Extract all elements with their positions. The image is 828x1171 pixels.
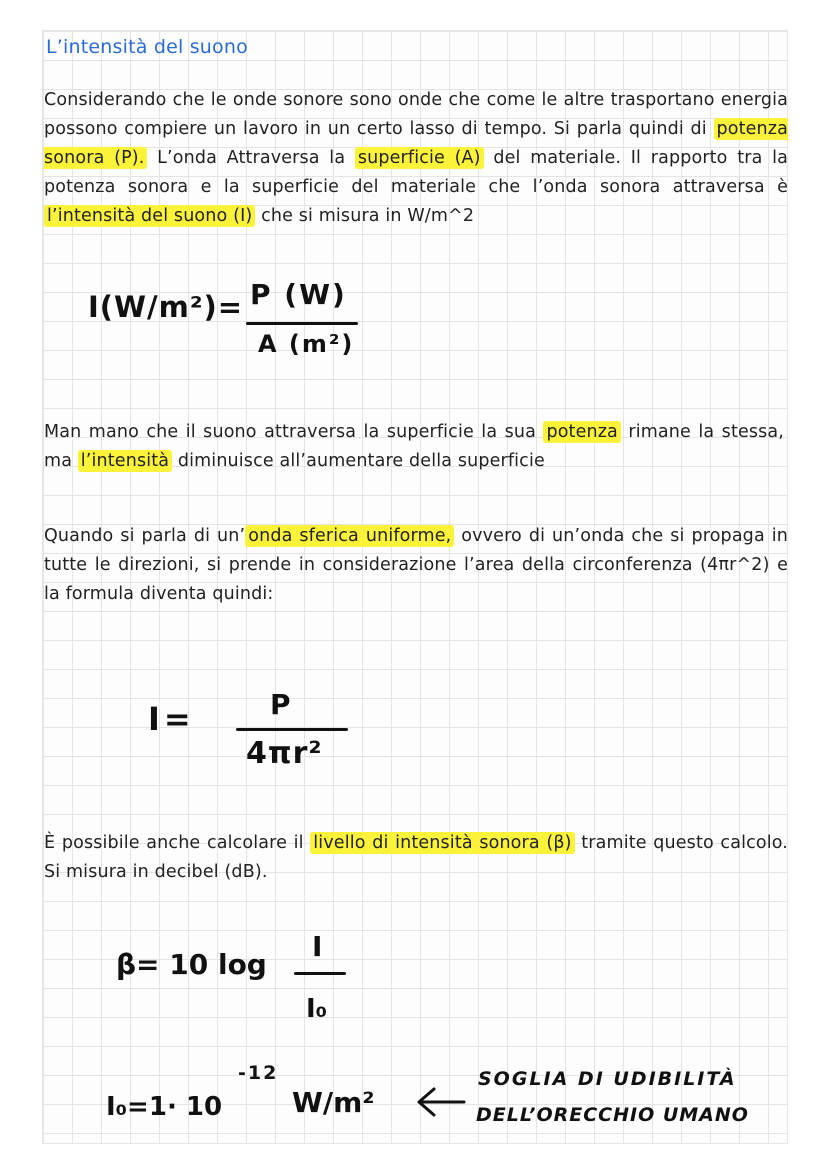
para1-text-1: Considerando che le onde sonore sono onde che come le altre trasportano energia possono compiere un lavoro in un certo lasso di tempo. Si parla quindi di bbox=[44, 90, 788, 139]
highlight-intensita: l’intensità bbox=[78, 450, 172, 472]
formula1-denominator: A (m²) bbox=[258, 330, 355, 358]
para3-text-1: Quando si parla di un’ bbox=[44, 526, 246, 546]
highlight-potenza-sonora: potenza sonora (P). bbox=[44, 119, 788, 168]
formula1-numerator: P (W) bbox=[250, 278, 347, 311]
note-line-1: SOGLIA DI UDIBILITÀ bbox=[478, 1068, 737, 1090]
paragraph-spherical-wave bbox=[44, 522, 788, 609]
paragraph-power-constant bbox=[44, 418, 784, 476]
formula3-numerator: I bbox=[312, 930, 323, 963]
highlight-intensita-suono: l’intensità del suono (I) bbox=[44, 205, 255, 227]
para2-text-2: rimane la stessa, ma bbox=[44, 422, 784, 471]
formula1-fraction-line bbox=[246, 322, 358, 325]
formula3-lhs: β= 10 log bbox=[116, 948, 267, 981]
formula3-denominator: I₀ bbox=[306, 994, 328, 1024]
left-arrow-icon bbox=[414, 1084, 466, 1120]
para4-text-2: tramite questo calcolo. Si misura in decibel (dB). bbox=[44, 833, 788, 882]
formula2-denominator: 4πr² bbox=[246, 736, 323, 771]
paragraph-intensity-definition bbox=[44, 86, 788, 231]
para1-text-4: che si misura in W/m^2 bbox=[255, 206, 475, 226]
highlight-livello-intensita: livello di intensità sonora (β) bbox=[310, 832, 574, 854]
formula1-lhs: I(W/m²)= bbox=[88, 290, 244, 324]
para4-text-1: È possibile anche calcolare il bbox=[44, 833, 311, 853]
para1-text-2: L’onda Attraversa la bbox=[147, 148, 355, 168]
formula4-exponent: -12 bbox=[238, 1062, 279, 1084]
para2-text-1: Man mano che il suono attraversa la superficie la sua bbox=[44, 422, 544, 442]
formula2-numerator: P bbox=[270, 688, 291, 721]
formula2-fraction-line bbox=[236, 728, 348, 731]
formula3-fraction-line bbox=[294, 972, 346, 975]
page-title: L’intensità del suono bbox=[46, 36, 248, 58]
note-line-2: DELL’ORECCHIO UMANO bbox=[476, 1104, 749, 1126]
formula2-lhs: I= bbox=[148, 700, 195, 738]
formula4-unit: W/m² bbox=[292, 1086, 375, 1119]
paragraph-intensity-level bbox=[44, 829, 788, 887]
para3-text-2: ovvero di un’onda che si propaga in tutte le direzioni, si prende in considerazione l’area della circonferenza (4πr^2) e la formula diventa quindi: bbox=[44, 526, 789, 604]
formula4-base: I₀=1· 10 bbox=[106, 1092, 223, 1122]
para2-text-3: diminuisce all’aumentare della superficie bbox=[172, 451, 545, 471]
highlight-superficie: superficie (A) bbox=[355, 147, 484, 169]
highlight-potenza: potenza bbox=[543, 421, 621, 443]
para1-text-3: del materiale. Il rapporto tra la potenza sonora e la superficie del materiale che l’onda sonora attraversa è bbox=[44, 148, 788, 197]
highlight-onda-sferica: onda sferica uniforme, bbox=[245, 525, 454, 547]
